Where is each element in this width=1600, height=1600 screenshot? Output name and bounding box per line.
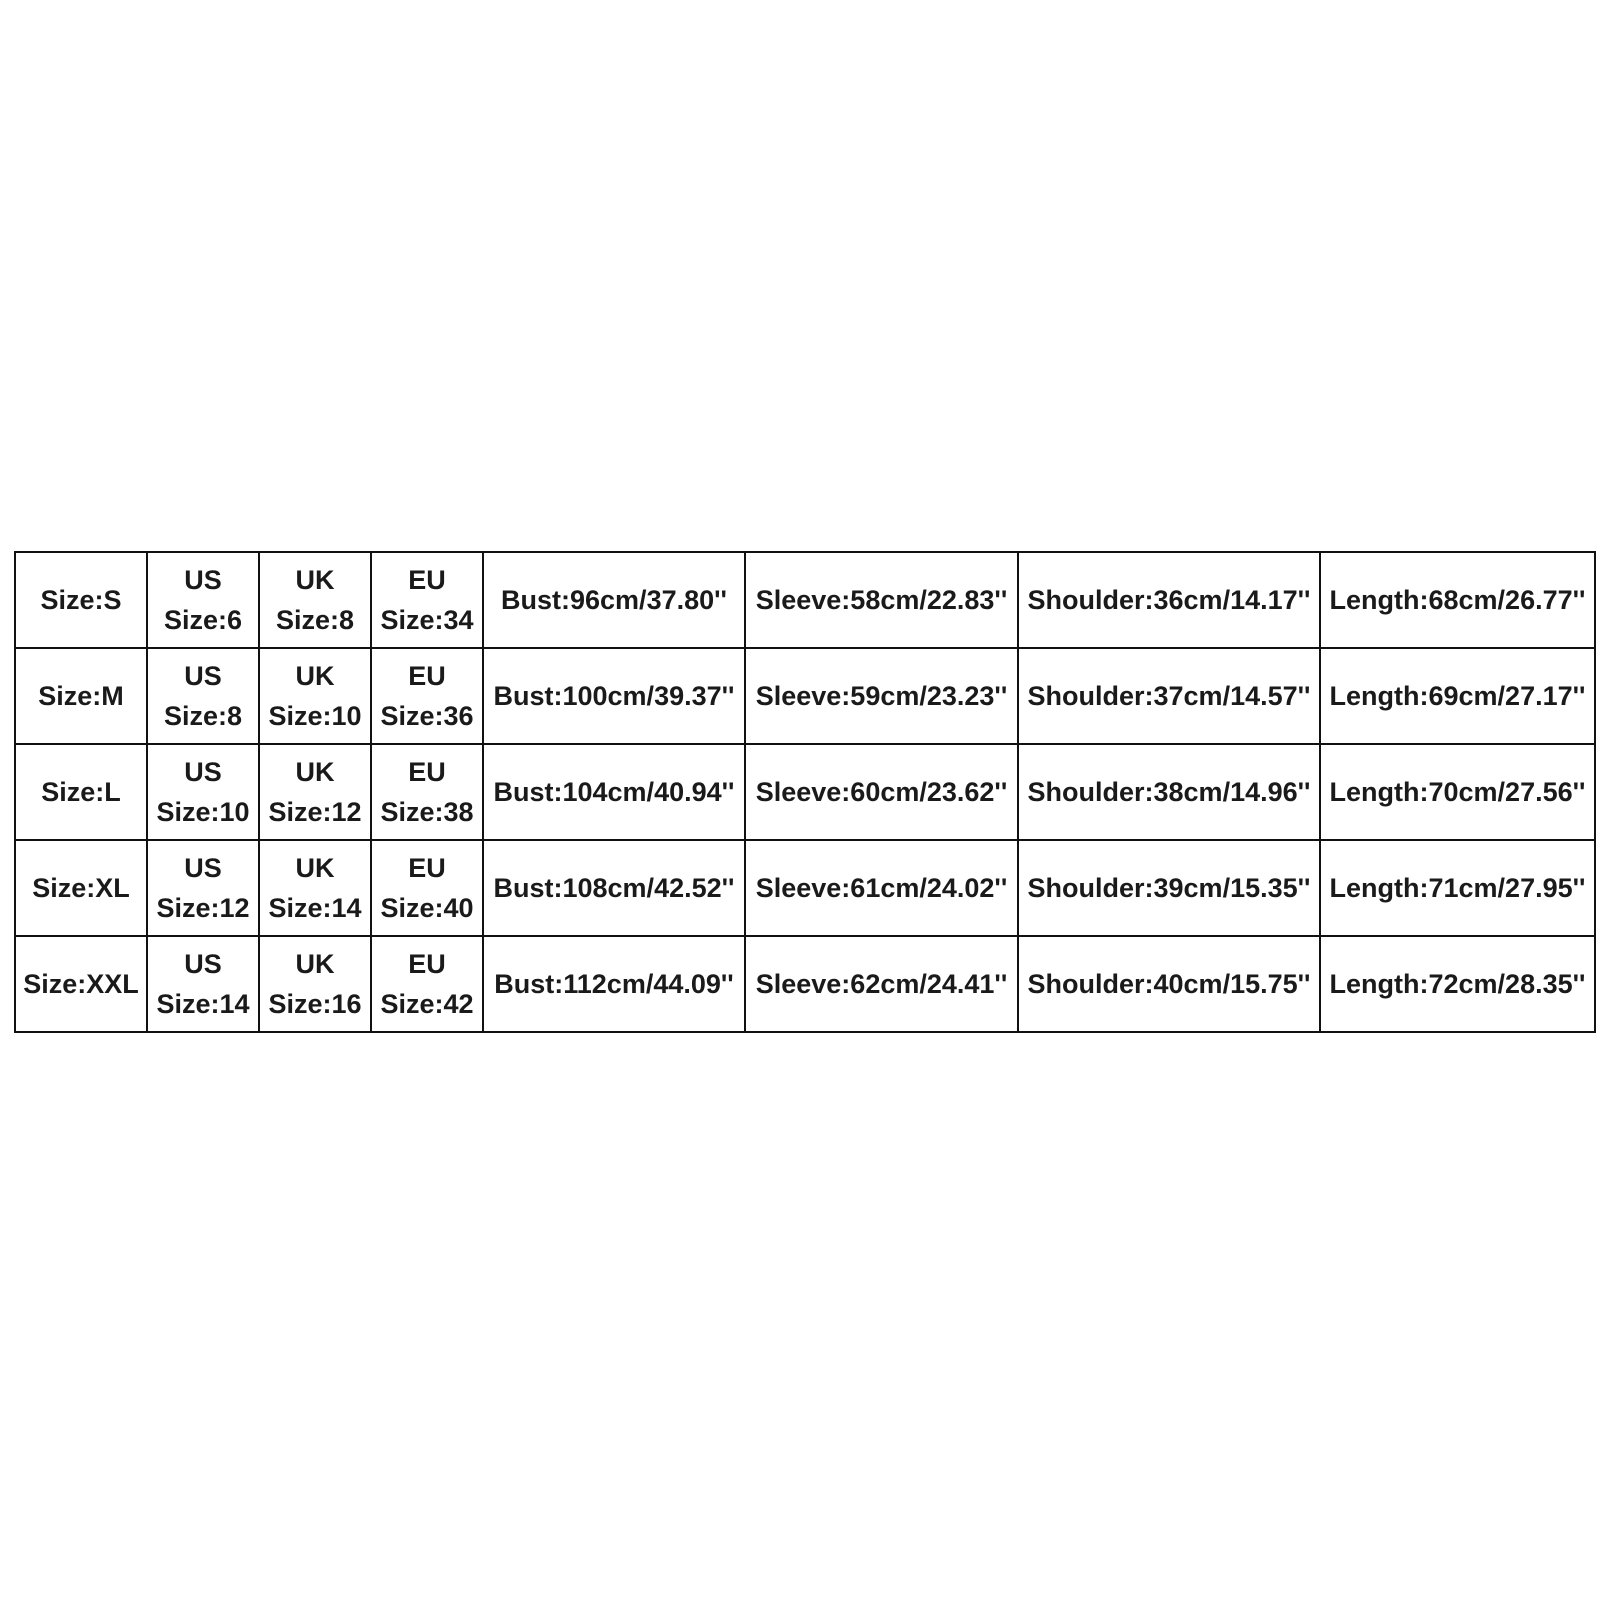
shoulder-cell: Shoulder:39cm/15.35''	[1018, 840, 1320, 936]
eu-label: EU	[408, 757, 446, 787]
eu-value: Size:42	[380, 989, 474, 1019]
table-row	[15, 936, 1595, 1032]
size-chart-table	[14, 551, 1596, 1033]
us-label: US	[184, 949, 222, 979]
uk-label: UK	[295, 853, 335, 883]
uk-size-cell	[259, 840, 371, 936]
sleeve-cell: Sleeve:62cm/24.41''	[745, 936, 1018, 1032]
us-size-cell	[147, 552, 259, 648]
us-size-cell	[147, 936, 259, 1032]
eu-value: Size:38	[380, 797, 474, 827]
sleeve-cell: Sleeve:60cm/23.62''	[745, 744, 1018, 840]
uk-size-cell	[259, 936, 371, 1032]
length-cell: Length:70cm/27.56''	[1320, 744, 1595, 840]
uk-label: UK	[295, 757, 335, 787]
us-label: US	[184, 661, 222, 691]
uk-value: Size:16	[268, 989, 362, 1019]
length-cell: Length:72cm/28.35''	[1320, 936, 1595, 1032]
eu-size-cell	[371, 936, 483, 1032]
uk-value: Size:14	[268, 893, 362, 923]
uk-label: UK	[295, 565, 335, 595]
length-cell: Length:69cm/27.17''	[1320, 648, 1595, 744]
uk-size-cell	[259, 744, 371, 840]
eu-label: EU	[408, 853, 446, 883]
uk-value: Size:8	[275, 605, 355, 635]
bust-cell: Bust:112cm/44.09''	[483, 936, 745, 1032]
table-row	[15, 744, 1595, 840]
sleeve-cell: Sleeve:59cm/23.23''	[745, 648, 1018, 744]
us-size-cell	[147, 648, 259, 744]
us-label: US	[184, 757, 222, 787]
length-cell: Length:71cm/27.95''	[1320, 840, 1595, 936]
us-value: Size:6	[163, 605, 243, 635]
uk-value: Size:10	[268, 701, 362, 731]
eu-label: EU	[408, 661, 446, 691]
bust-cell: Bust:104cm/40.94''	[483, 744, 745, 840]
size-cell: Size:XL	[15, 840, 147, 936]
us-label: US	[184, 853, 222, 883]
size-cell: Size:S	[15, 552, 147, 648]
us-value: Size:12	[156, 893, 250, 923]
table-row	[15, 552, 1595, 648]
us-value: Size:8	[163, 701, 243, 731]
eu-label: EU	[408, 565, 446, 595]
us-size-cell	[147, 744, 259, 840]
bust-cell: Bust:108cm/42.52''	[483, 840, 745, 936]
uk-label: UK	[295, 661, 335, 691]
shoulder-cell: Shoulder:38cm/14.96''	[1018, 744, 1320, 840]
shoulder-cell: Shoulder:37cm/14.57''	[1018, 648, 1320, 744]
eu-size-cell	[371, 552, 483, 648]
table-row	[15, 648, 1595, 744]
size-cell: Size:XXL	[15, 936, 147, 1032]
uk-size-cell	[259, 552, 371, 648]
size-cell: Size:M	[15, 648, 147, 744]
eu-value: Size:40	[380, 893, 474, 923]
shoulder-cell: Shoulder:36cm/14.17''	[1018, 552, 1320, 648]
us-label: US	[184, 565, 222, 595]
sleeve-cell: Sleeve:61cm/24.02''	[745, 840, 1018, 936]
length-cell: Length:68cm/26.77''	[1320, 552, 1595, 648]
eu-size-cell	[371, 744, 483, 840]
us-value: Size:10	[156, 797, 250, 827]
bust-cell: Bust:100cm/39.37''	[483, 648, 745, 744]
eu-label: EU	[408, 949, 446, 979]
uk-size-cell	[259, 648, 371, 744]
uk-label: UK	[295, 949, 335, 979]
sleeve-cell: Sleeve:58cm/22.83''	[745, 552, 1018, 648]
uk-value: Size:12	[268, 797, 362, 827]
eu-value: Size:36	[380, 701, 474, 731]
eu-size-cell	[371, 840, 483, 936]
eu-size-cell	[371, 648, 483, 744]
shoulder-cell: Shoulder:40cm/15.75''	[1018, 936, 1320, 1032]
bust-cell: Bust:96cm/37.80''	[483, 552, 745, 648]
us-value: Size:14	[156, 989, 250, 1019]
eu-value: Size:34	[380, 605, 474, 635]
size-cell: Size:L	[15, 744, 147, 840]
table-row	[15, 840, 1595, 936]
us-size-cell	[147, 840, 259, 936]
